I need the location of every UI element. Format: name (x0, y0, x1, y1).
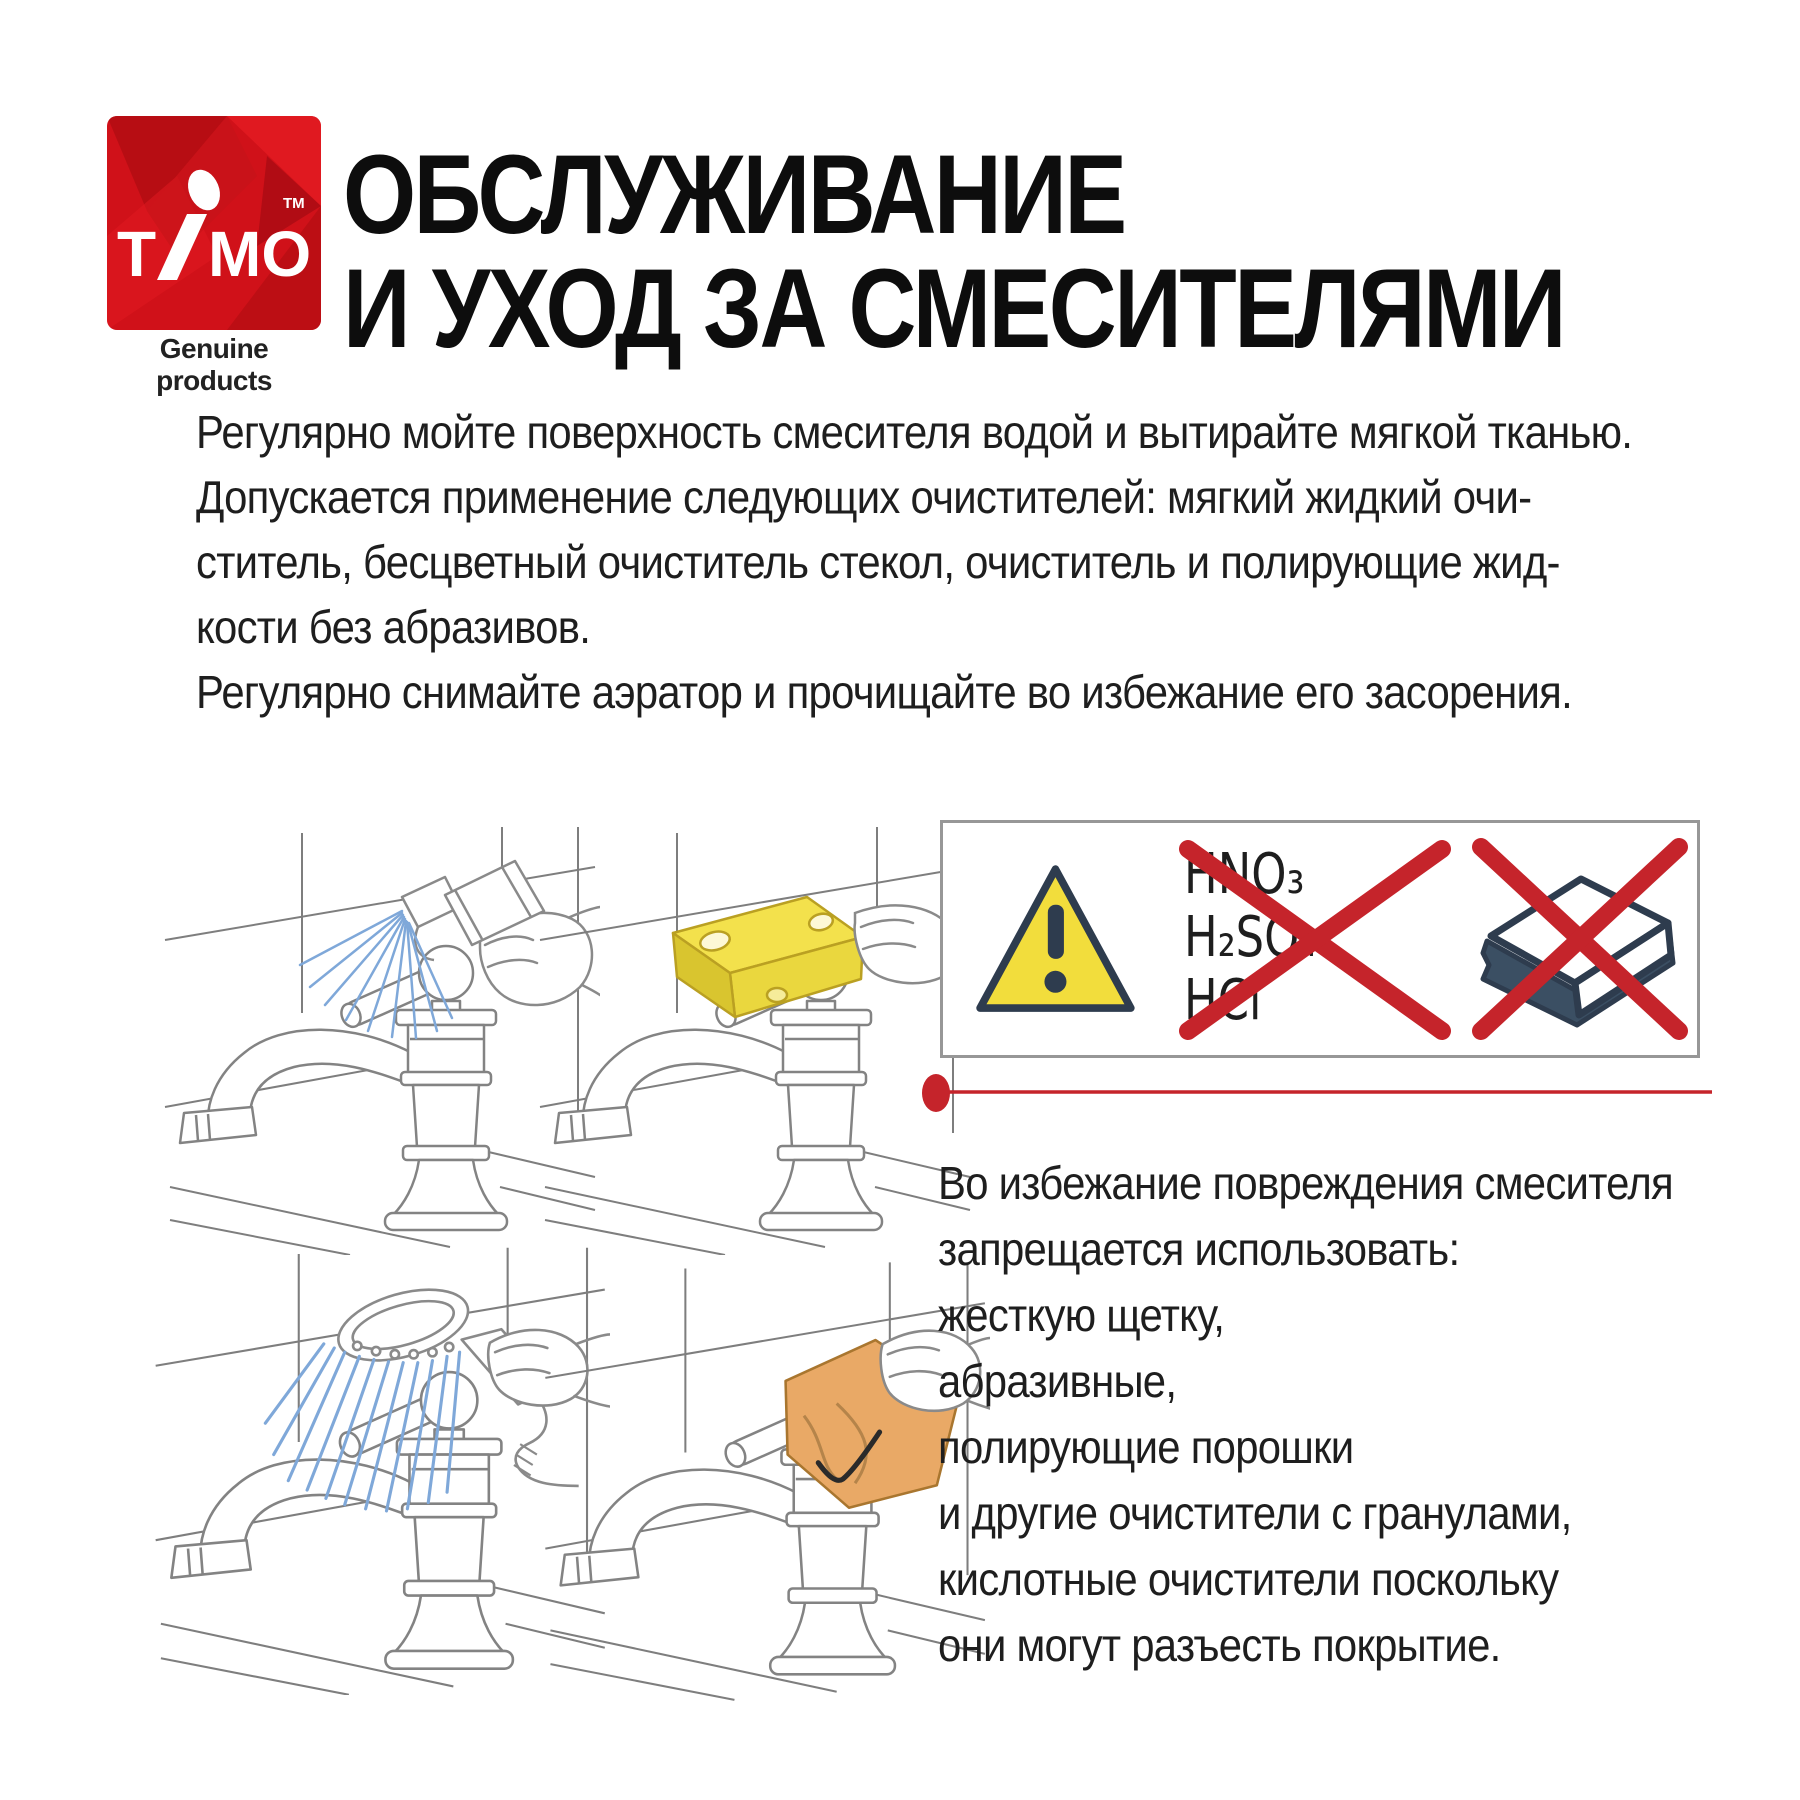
illustration-cloth-wipe (530, 1245, 990, 1705)
prohibition-line: кислотные очистители поскольку (938, 1553, 1559, 1605)
red-cross-icon (1465, 831, 1695, 1047)
intro-line: ститель, бесцветный очиститель стекол, очиститель и полирующие жид- (196, 536, 1560, 588)
intro-line: Регулярно снимайте аэратор и прочищайте во избежание его засорения. (196, 666, 1573, 718)
prohibition-line: абразивные, (938, 1355, 1177, 1407)
page-title-line2: И УХОД ЗА СМЕСИТЕЛЯМИ (343, 246, 1565, 371)
timo-logo-icon (107, 116, 321, 330)
prohibition-text (938, 1150, 1673, 1678)
intro-line: Допускается применение следующих очистителей: мягкий жидкий очи- (196, 471, 1532, 523)
no-abrasive-sponge-icon (1459, 841, 1697, 1037)
logo-letter-t: T (117, 218, 157, 290)
chemical-label: H₂SO₄ (1183, 905, 1318, 970)
prohibition-line: и другие очистители с гранулами, (938, 1487, 1572, 1539)
prohibition-line: они могут разъесть покрытие. (938, 1619, 1501, 1671)
prohibition-line: Во избежание повреждения смесителя (938, 1157, 1673, 1209)
page-title (343, 132, 1565, 371)
intro-line: Регулярно мойте поверхность смесителя водой и вытирайте мягкой тканью. (196, 406, 1633, 458)
timo-logo (107, 116, 321, 330)
prohibition-line: полирующие порошки (938, 1421, 1354, 1473)
red-cross-icon (1170, 833, 1460, 1047)
page-title-line1: ОБСЛУЖИВАНИЕ (343, 132, 1125, 257)
prohibition-line: запрещается использовать: (938, 1223, 1460, 1275)
intro-line: кости без абразивов. (196, 601, 591, 653)
logo-tagline: Genuine products (156, 333, 272, 396)
chemical-label: HCl (1183, 968, 1262, 1033)
prohibition-line: жесткую щетку, (938, 1289, 1225, 1341)
no-acids-icon (1184, 841, 1417, 1037)
illustration-sponge-cleaning (520, 815, 980, 1255)
warning-triangle-icon (975, 849, 1136, 1029)
warning-box (940, 820, 1700, 1058)
sponge-icon (673, 897, 863, 1017)
logo-letters-mo: MO (208, 218, 312, 290)
care-instructions-text (196, 400, 1632, 725)
chemical-label: HNO₃ (1183, 842, 1305, 907)
logo-tm-mark: TM (283, 195, 305, 212)
red-marker-divider (918, 1068, 1718, 1116)
